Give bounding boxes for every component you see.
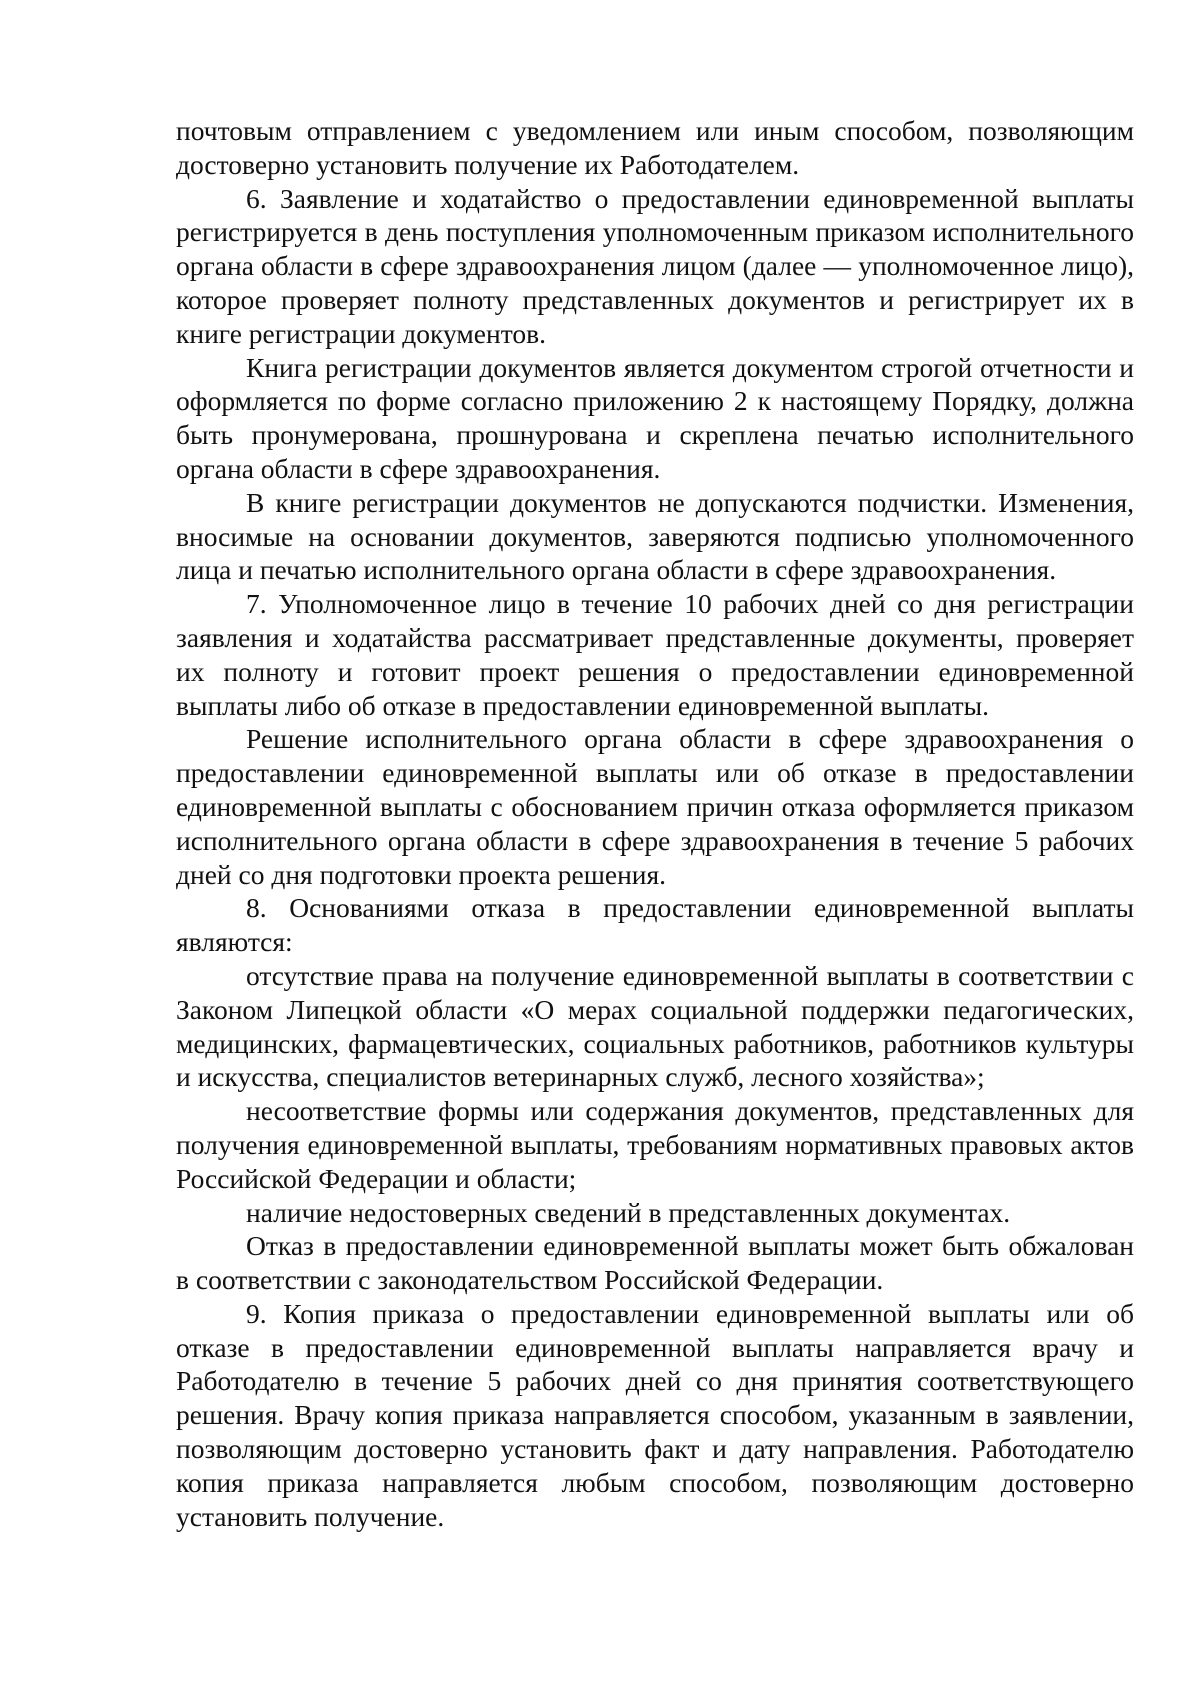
paragraph-refusal-ground-1: отсутствие права на получение единовременной выплаты в соответствии с Законом Липецкой области «О мерах социальной поддержки педагогических, медицинских, фармацевтических, социальных работников, работников культуры и искусства, специалистов ветеринарных служб, лесного хозяйства»; <box>176 959 1134 1093</box>
paragraph-decision: Решение исполнительного органа области в сфере здравоохранения о предоставлении единовременной выплаты или об отказе в предоставлении единовременной выплаты с обоснованием причин отказа оформляется приказом исполнительного органа области в сфере здравоохранения в течение 5 рабочих дней со дня подготовки проекта решения. <box>176 723 1134 890</box>
paragraph-refusal-ground-2: несоответствие формы или содержания документов, представленных для получения единовременной выплаты, требованиям нормативных правовых актов Российской Федерации и области; <box>176 1095 1134 1194</box>
paragraph-refusal-ground-3: наличие недостоверных сведений в представленных документах. <box>246 1196 1011 1228</box>
paragraph-item-8: 8. Основаниями отказа в предоставлении единовременной выплаты являются: <box>176 892 1134 958</box>
paragraph-appeal: Отказ в предоставлении единовременной выплаты может быть обжалован в соответствии с законодательством Российской Федерации. <box>176 1230 1134 1296</box>
paragraph-item-7: 7. Уполномоченное лицо в течение 10 рабочих дней со дня регистрации заявления и ходатайства рассматривает представленные документы, проверяет их полноту и готовит проект решения о предоставлении единовременной выплаты либо об отказе в предоставлении единовременной выплаты. <box>176 588 1134 721</box>
paragraph-registration-book: Книга регистрации документов является документом строгой отчетности и оформляется по форме согласно приложению 2 к настоящему Порядку, должна быть пронумерована, прошнурована и скреплена печатью исполнительного органа области в сфере здравоохранения. <box>176 351 1134 484</box>
document-body <box>176 114 1134 1533</box>
paragraph-item-6: 6. Заявление и ходатайство о предоставлении единовременной выплаты регистрируется в день поступления уполномоченным приказом исполнительного органа области в сфере здравоохранения лицом (далее — уполномоченное лицо), которое проверяет полноту представленных документов и регистрирует их в книге регистрации документов. <box>176 182 1134 349</box>
paragraph-continuation: почтовым отправлением с уведомлением или иным способом, позволяющим достоверно установить получение их Работодателем. <box>176 115 1134 180</box>
paragraph-item-9: 9. Копия приказа о предоставлении единовременной выплаты или об отказе в предоставлении единовременной выплаты направляется врачу и Работодателю в течение 5 рабочих дней со дня принятия соответствующего решения. Врачу копия приказа направляется способом, указанным в заявлении, позволяющим достоверно установить факт и дату направления. Работодателю копия приказа направляется любым способом, позволяющим достоверно установить получение. <box>176 1297 1134 1532</box>
paragraph-book-corrections: В книге регистрации документов не допускаются подчистки. Изменения, вносимые на основании документов, заверяются подписью уполномоченного лица и печатью исполнительного органа области в сфере здравоохранения. <box>176 486 1134 586</box>
